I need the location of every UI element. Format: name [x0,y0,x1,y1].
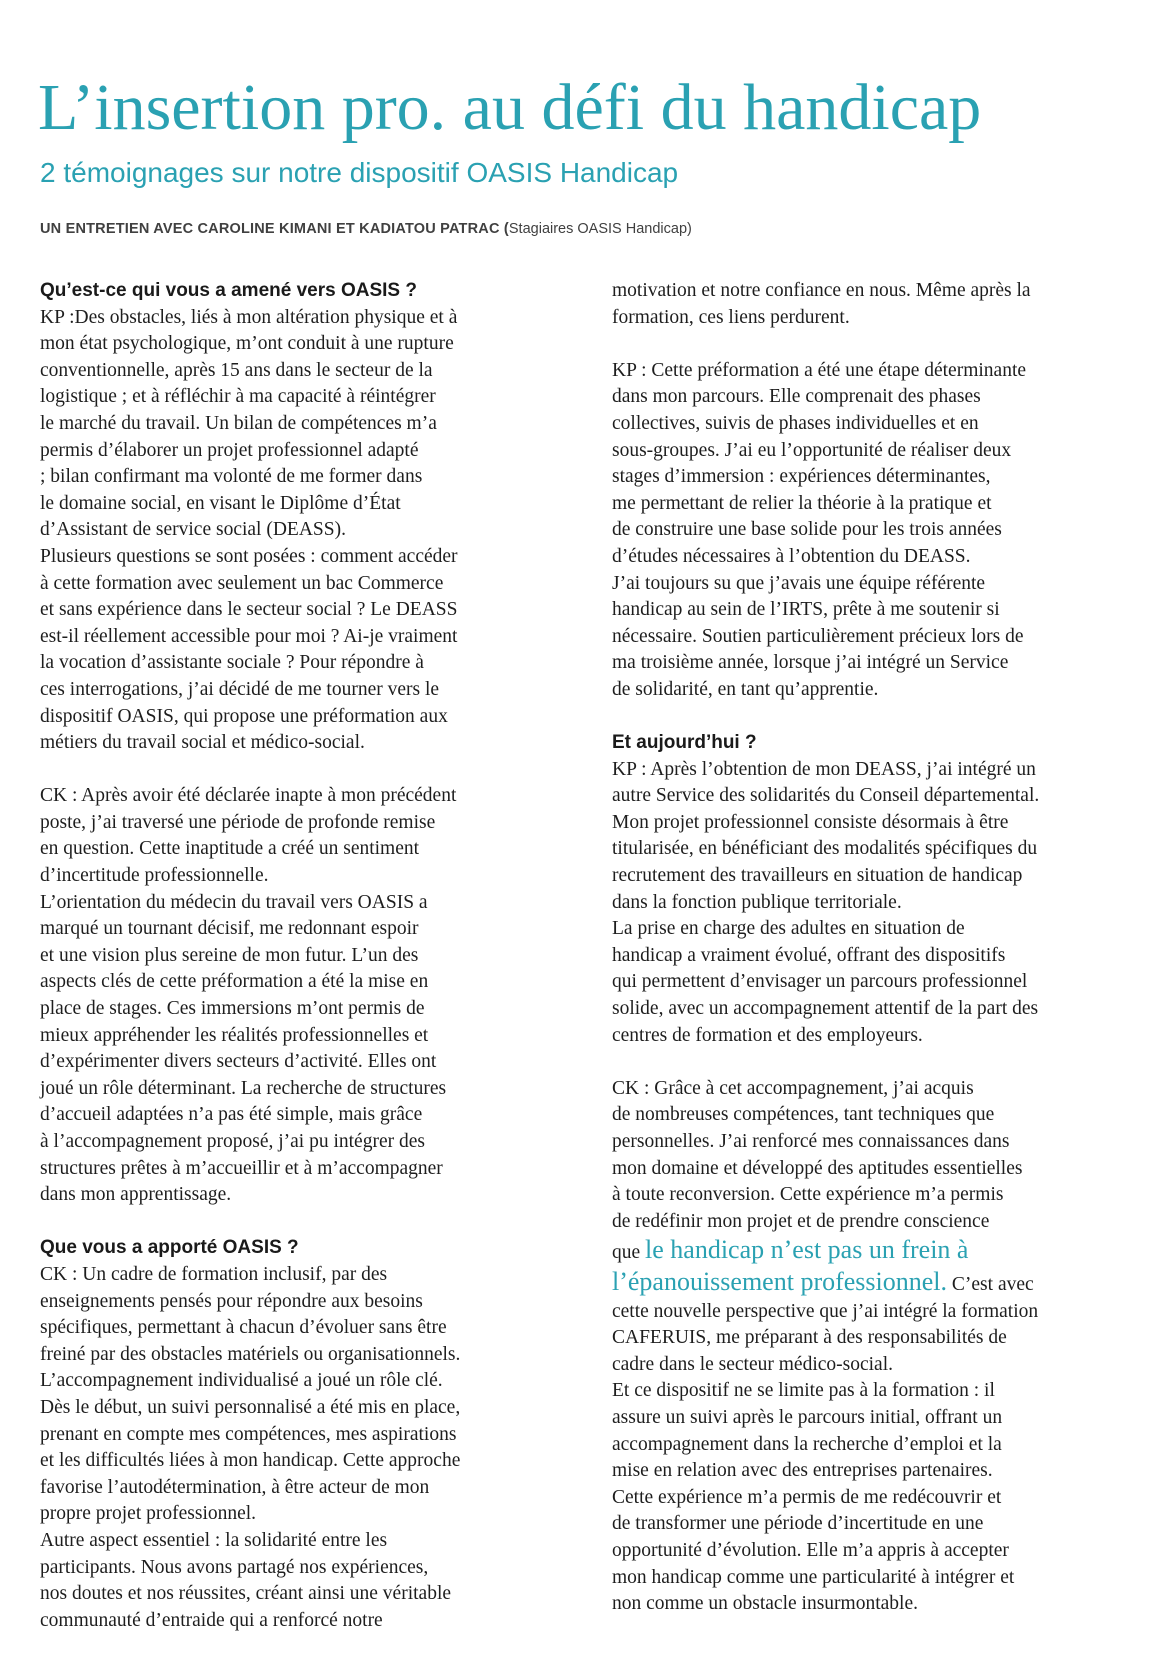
page-subtitle: 2 témoignages sur notre dispositif OASIS Handicap [40,157,679,188]
pull-quote-part-2: l’épanouissement professionnel. [612,1266,948,1296]
question-heading-3: Et aujourd’hui ? [612,732,757,754]
question-heading-1: Qu’est-ce qui vous a amené vers OASIS ? [40,280,417,301]
answer-continuation: motivation et notre confiance en nous. Même après la formation, ces liens perdurent. [612,280,1031,328]
highlight-line-2 [612,1267,1142,1299]
answer-ck-3-part-1: CK : Grâce à cet accompagnement, j’ai acquis de nombreuses compétences, tant techniques que personnelles. J’ai renforcé mes connaissances dans mon domaine et développé des aptitudes essentielles à toute reconversion. Cette expérience m’a permis de redéfinir mon projet et de prendre conscience [612,1077,1023,1232]
answer-ck-1: CK : Après avoir été déclarée inapte à mon précédent poste, j’ai traversé une période de profonde remise en question. Cette inaptitude a créé un sentiment d’incertitude professionnelle. L’orientation du médecin du travail vers OASIS a marqué un tournant décisif, me redonnant espoir et une vision plus sereine de mon futur. L’un des aspects clés de cette préformation a été la mise en place de stages. Ces immersions m’ont permis de mieux appréhender les réalités professionnelles et d’expérimenter divers secteurs d’activité. Elles ont joué un rôle déterminant. La recherche de structures d’accueil adaptées n’a pas été simple, mais grâce à l’accompagnement proposé, j’ai pu intégrer des structures prêtes à m’accueillir et à m’accompagner dans mon apprentissage. [40,785,457,1206]
byline-role: Stagiaires OASIS Handicap) [508,221,692,237]
answer-kp-3: KP : Après l’obtention de mon DEASS, j’ai intégré un autre Service des solidarités du Conseil départemental. Mon projet professionnel consiste désormais à être titularisée, en bénéficiant des modalités spécifiques du recrutement des travailleurs en situation de handicap dans la fonction publique territoriale. La prise en charge des adultes en situation de handicap a vraiment évolué, offrant des dispositifs qui permettent d’envisager un parcours professionnel solide, avec un accompagnement attentif de la part des centres de formation et des employeurs. [612,758,1040,1046]
right-column [612,278,1142,1618]
inline-text: que [612,1242,646,1264]
left-column [40,278,540,1634]
paragraph-spacer [40,757,540,784]
paragraph-spacer [612,1049,1142,1076]
pull-quote-part-1: le handicap n’est pas un frein à [645,1235,969,1265]
answer-ck-3-part-2: cette nouvelle perspective que j’ai intégré la formation CAFERUIS, me préparant à des responsabilités de cadre dans le secteur médico-social. Et ce dispositif ne se limite pas à la formation : il assure un suivi après le parcours initial, offrant un accompagnement dans la recherche d’emploi et la mise en relation avec des entreprises partenaires. Cette expérience m’a permis de me redécouvrir et de transformer une période d’incertitude en une opportunité d’évolution. Elle m’a appris à accepter mon handicap comme une particularité à intégrer et non comme un obstacle insurmontable. [612,1300,1039,1615]
byline-interviewees: UN ENTRETIEN AVEC CAROLINE KIMANI ET KADIATOU PATRAC ( [40,221,509,237]
inline-text: C’est avec [947,1273,1034,1295]
highlight-line-1 [612,1235,1142,1267]
page-title: L’insertion pro. au défi du handicap [38,71,982,144]
paragraph-spacer [612,331,1142,358]
answer-kp-1: KP :Des obstacles, liés à mon altération physique et à mon état psychologique, m’ont conduit à une rupture conventionnelle, après 15 ans dans le secteur de la logistique ; et à réfléchir à ma capacité à réintégrer le marché du travail. Un bilan de compétences m’a permis d’élaborer un projet professionnel adapté ; bilan confirmant ma volonté de me former dans le domaine social, en visant le Diplôme d’État d’Assistant de service social (DEASS). Plusieurs questions se sont posées : comment accéder à cette formation avec seulement un bac Commerce et sans expérience dans le secteur social ? Le DEASS est-il réellement accessible pour moi ? Ai-je vraiment la vocation d’assistante sociale ? Pour répondre à ces interrogations, j’ai décidé de me tourner vers le dispositif OASIS, qui propose une préformation aux métiers du travail social et médico-social. [40,306,458,754]
answer-kp-2: KP : Cette préformation a été une étape déterminante dans mon parcours. Elle comprenait des phases collectives, suivis de phases individuelles et en sous-groupes. J’ai eu l’opportunité de réaliser deux stages d’immersion : expériences déterminantes, me permettant de relier la théorie à la pratique et de construire une base solide pour les trois années d’études nécessaires à l’obtention du DEASS. J’ai toujours su que j’avais une équipe référente handicap au sein de l’IRTS, prête à me soutenir si nécessaire. Soutien particulièrement précieux lors de ma troisième année, lorsque j’ai intégré un Service de solidarité, en tant qu’apprentie. [612,359,1027,700]
paragraph-spacer [612,704,1142,731]
byline [40,219,692,239]
answer-ck-2: CK : Un cadre de formation inclusif, par des enseignements pensés pour répondre aux besoins spécifiques, permettant à chacun d’évoluer sans être freiné par des obstacles matériels ou organisationnels. L’accompagnement individualisé a joué un rôle clé. Dès le début, un suivi personnalisé a été mis en place, prenant en compte mes compétences, mes aspirations et les difficultés liées à mon handicap. Cette approche favorise l’autodétermination, à être acteur de mon propre projet professionnel. Autre aspect essentiel : la solidarité entre les participants. Nous avons partagé nos expériences, nos doutes et nos réussites, créant ainsi une véritable communauté d’entraide qui a renforcé notre [40,1263,461,1631]
paragraph-spacer [40,1209,540,1236]
question-heading-2: Que vous a apporté OASIS ? [40,1237,299,1259]
